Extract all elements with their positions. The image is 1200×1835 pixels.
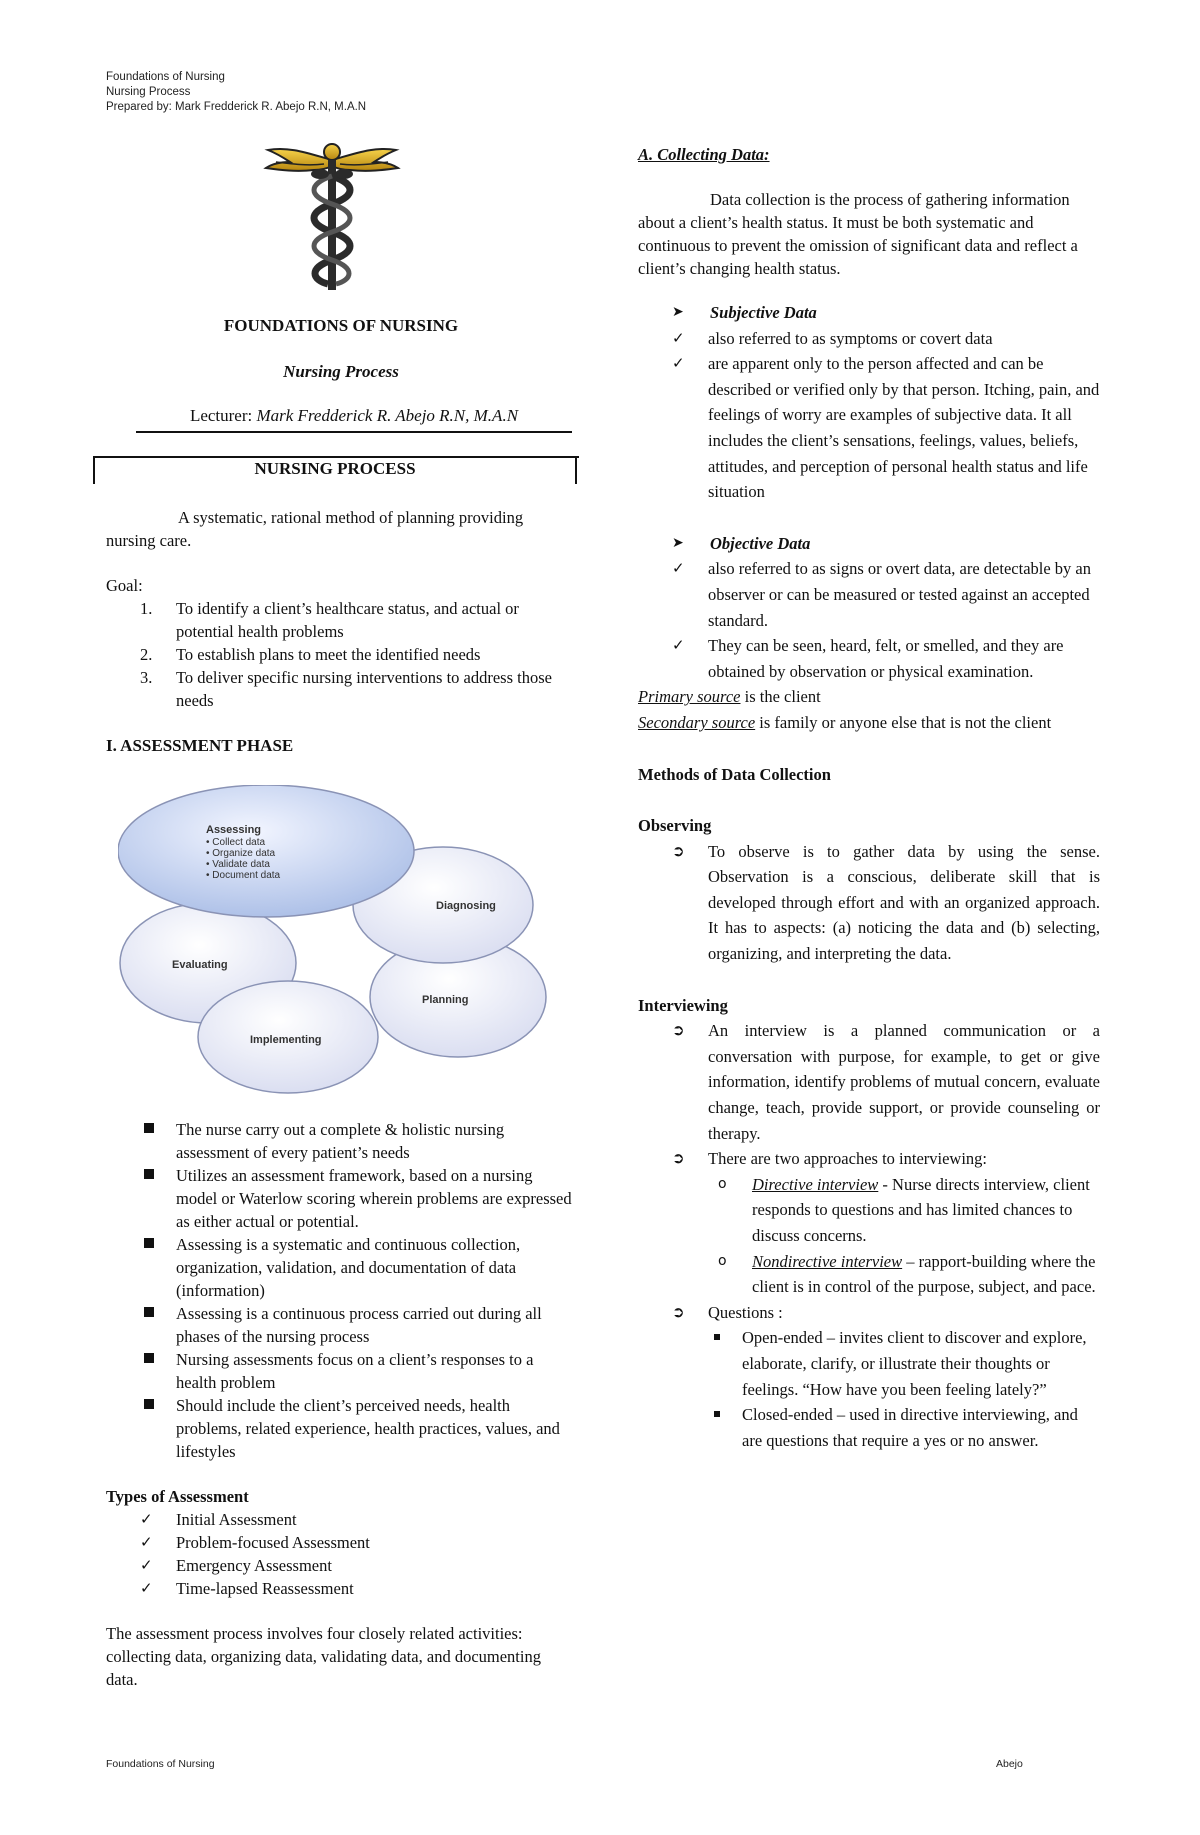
- check-icon: ✓: [672, 559, 685, 578]
- subjective-list: [638, 326, 1100, 505]
- secondary-source-label: Secondary source: [638, 712, 756, 732]
- arrowhead-icon: ➤: [672, 534, 684, 551]
- curved-arrow-icon: ➲: [672, 1302, 685, 1321]
- left-column-lower: [106, 1118, 576, 1691]
- assessing-item: • Collect data: [206, 837, 266, 848]
- header-topic: Nursing Process: [106, 86, 191, 98]
- check-icon: ✓: [672, 328, 685, 347]
- list-item: o Directive interview - Nurse directs interview, client responds to questions and has limited chances to discuss concerns.: [638, 1172, 1100, 1249]
- list-item: ➲ An interview is a planned communication or a conversation with purpose, for example, to get or give information, identify problems of mutual concern, evaluate change, teach, provide support, or provide counseling or therapy.: [638, 1018, 1100, 1146]
- check-icon: ✓: [672, 354, 685, 373]
- document-subtitle: Nursing Process: [283, 362, 399, 381]
- curved-arrow-icon: ➲: [672, 841, 685, 860]
- list-item: ➲ Questions :: [638, 1300, 1100, 1326]
- check-icon: ✓: [672, 636, 685, 655]
- assessment-phase-heading: I. ASSESSMENT PHASE: [106, 736, 294, 755]
- list-item: ➲ There are two approaches to interviewing:: [638, 1146, 1100, 1172]
- curved-arrow-icon: ➲: [672, 1149, 685, 1168]
- goal-item: 2. To establish plans to meet the identified needs: [140, 645, 481, 664]
- question-types-list: [638, 1325, 1100, 1453]
- list-item: Open-ended – invites client to discover and explore, elaborate, clarify, or illustrate their thoughts or feelings. “How have you been feeling lately?”: [638, 1325, 1100, 1402]
- list-item: ✓ Time-lapsed Reassessment: [140, 1579, 354, 1598]
- questions-list: [638, 1300, 1100, 1326]
- list-item: ✓ They can be seen, heard, felt, or smelled, and they are obtained by observation or physical examination.: [638, 633, 1100, 684]
- circle-bullet-icon: o: [718, 1252, 727, 1269]
- lecturer-name: Mark Fredderick R. Abejo R.N, M.A.N: [256, 406, 519, 425]
- goal-list: [106, 597, 576, 712]
- assessing-item: • Document data: [206, 870, 281, 881]
- caduceus-logo: [262, 132, 402, 298]
- interviewing-heading: Interviewing: [638, 995, 728, 1015]
- nursing-process-box: NURSING PROCESS: [93, 456, 577, 482]
- arrowhead-icon: ➤: [672, 304, 684, 320]
- nursing-process-diagram: [118, 785, 558, 1095]
- subjective-heading: ➤ Subjective Data: [638, 300, 1100, 326]
- observing-heading: Observing: [638, 816, 712, 836]
- list-item: ✓ also referred to as symptoms or covert data: [638, 326, 1100, 352]
- list-item: Assessing is a systematic and continuous collection, organization, validation, and documentation of data (information): [106, 1233, 576, 1302]
- list-item: Assessing is a continuous process carried out during all phases of the nursing process: [106, 1302, 576, 1348]
- goal-item: 1. To identify a client’s healthcare status, and actual or potential health problems: [140, 599, 519, 641]
- assessing-item: • Organize data: [206, 848, 276, 859]
- observing-list: [638, 839, 1100, 967]
- check-icon: ✓: [140, 1556, 153, 1574]
- goal-label: Goal:: [106, 576, 143, 595]
- footer-left: Foundations of Nursing: [106, 1758, 215, 1770]
- list-item: o Nondirective interview – rapport-building where the client is in control of the purpose, subject, and pace.: [638, 1249, 1100, 1300]
- definition-paragraph: A systematic, rational method of planning providing nursing care.: [106, 508, 524, 550]
- diagnosing-label: Diagnosing: [436, 900, 496, 912]
- header-course: Foundations of Nursing: [106, 71, 225, 83]
- list-item: Should include the client’s perceived needs, health problems, related experience, health practices, values, and lifestyles: [106, 1394, 576, 1463]
- closing-paragraph: The assessment process involves four closely related activities: collecting data, organizing data, validating data, and documenting data.: [106, 1624, 541, 1689]
- list-item: Nursing assessments focus on a client’s responses to a health problem: [106, 1348, 576, 1394]
- goal-item: 3. To deliver specific nursing interventions to address those needs: [140, 668, 552, 710]
- objective-heading: ➤ Objective Data: [638, 531, 1100, 557]
- list-item: ✓ Initial Assessment: [140, 1510, 297, 1529]
- lecturer-line: [136, 406, 572, 433]
- interview-approaches-list: [638, 1172, 1100, 1300]
- primary-source-label: Primary source: [638, 687, 741, 707]
- nondirective-label: Nondirective interview: [752, 1251, 903, 1271]
- methods-heading: Methods of Data Collection: [638, 764, 831, 784]
- assessing-label: Assessing: [206, 824, 262, 836]
- curved-arrow-icon: ➲: [672, 1021, 685, 1040]
- list-item: Utilizes an assessment framework, based on a nursing model or Waterlow scoring wherein problems are expressed as either actual or potential.: [106, 1164, 576, 1233]
- right-column: [638, 143, 1100, 1453]
- assessment-bullets: [106, 1118, 576, 1463]
- list-item: Closed-ended – used in directive interviewing, and are questions that require a yes or no answer.: [638, 1402, 1100, 1453]
- page-header: [106, 70, 366, 115]
- footer-right: Abejo: [996, 1758, 1023, 1770]
- secondary-source-line: Secondary source is family or anyone else that is not the client: [638, 712, 1052, 732]
- list-item: The nurse carry out a complete & holistic nursing assessment of every patient’s needs: [106, 1118, 576, 1164]
- list-item: ✓ Emergency Assessment: [140, 1556, 332, 1575]
- collecting-intro: Data collection is the process of gathering information about a client’s health status. It must be both systematic and continuous to prevent the omission of significant data and reflect a client’s changing health status.: [638, 190, 1078, 278]
- list-item: ✓ Problem-focused Assessment: [140, 1533, 370, 1552]
- left-column: [106, 506, 576, 757]
- directive-label: Directive interview: [752, 1174, 879, 1194]
- evaluating-label: Evaluating: [172, 959, 228, 971]
- planning-label: Planning: [422, 994, 469, 1006]
- types-heading: Types of Assessment: [106, 1487, 249, 1506]
- implementing-label: Implementing: [250, 1034, 322, 1046]
- document-title: FOUNDATIONS OF NURSING: [223, 316, 459, 335]
- types-list: [106, 1508, 576, 1600]
- check-icon: ✓: [140, 1533, 153, 1551]
- assessing-item: • Validate data: [206, 859, 270, 870]
- list-item: ➲ To observe is to gather data by using the sense. Observation is a conscious, deliberate skill that is developed through effort and with an organized approach. It has to aspects: (a) noticing the data and (b) selecting, organizing, and interpreting the data.: [638, 839, 1100, 967]
- header-author: Prepared by: Mark Fredderick R. Abejo R.N, M.A.N: [106, 101, 367, 113]
- lecturer-label: Lecturer:: [189, 406, 253, 425]
- list-item: ✓ are apparent only to the person affected and can be described or verified only by that person. Itching, pain, and feelings of worry are examples of subjective data. It all includes the client’s sensations, feelings, values, beliefs, attitudes, and perception of personal health status and life situation: [638, 351, 1100, 505]
- check-icon: ✓: [140, 1579, 153, 1597]
- interviewing-list: [638, 1018, 1100, 1172]
- circle-bullet-icon: o: [718, 1175, 727, 1192]
- check-icon: ✓: [140, 1510, 153, 1528]
- collecting-data-heading: A. Collecting Data:: [638, 145, 770, 164]
- primary-source-line: Primary source is the client: [638, 687, 821, 707]
- list-item: ✓ also referred to as signs or overt data, are detectable by an observer or can be measured or tested against an accepted standard.: [638, 556, 1100, 633]
- objective-list: [638, 556, 1100, 684]
